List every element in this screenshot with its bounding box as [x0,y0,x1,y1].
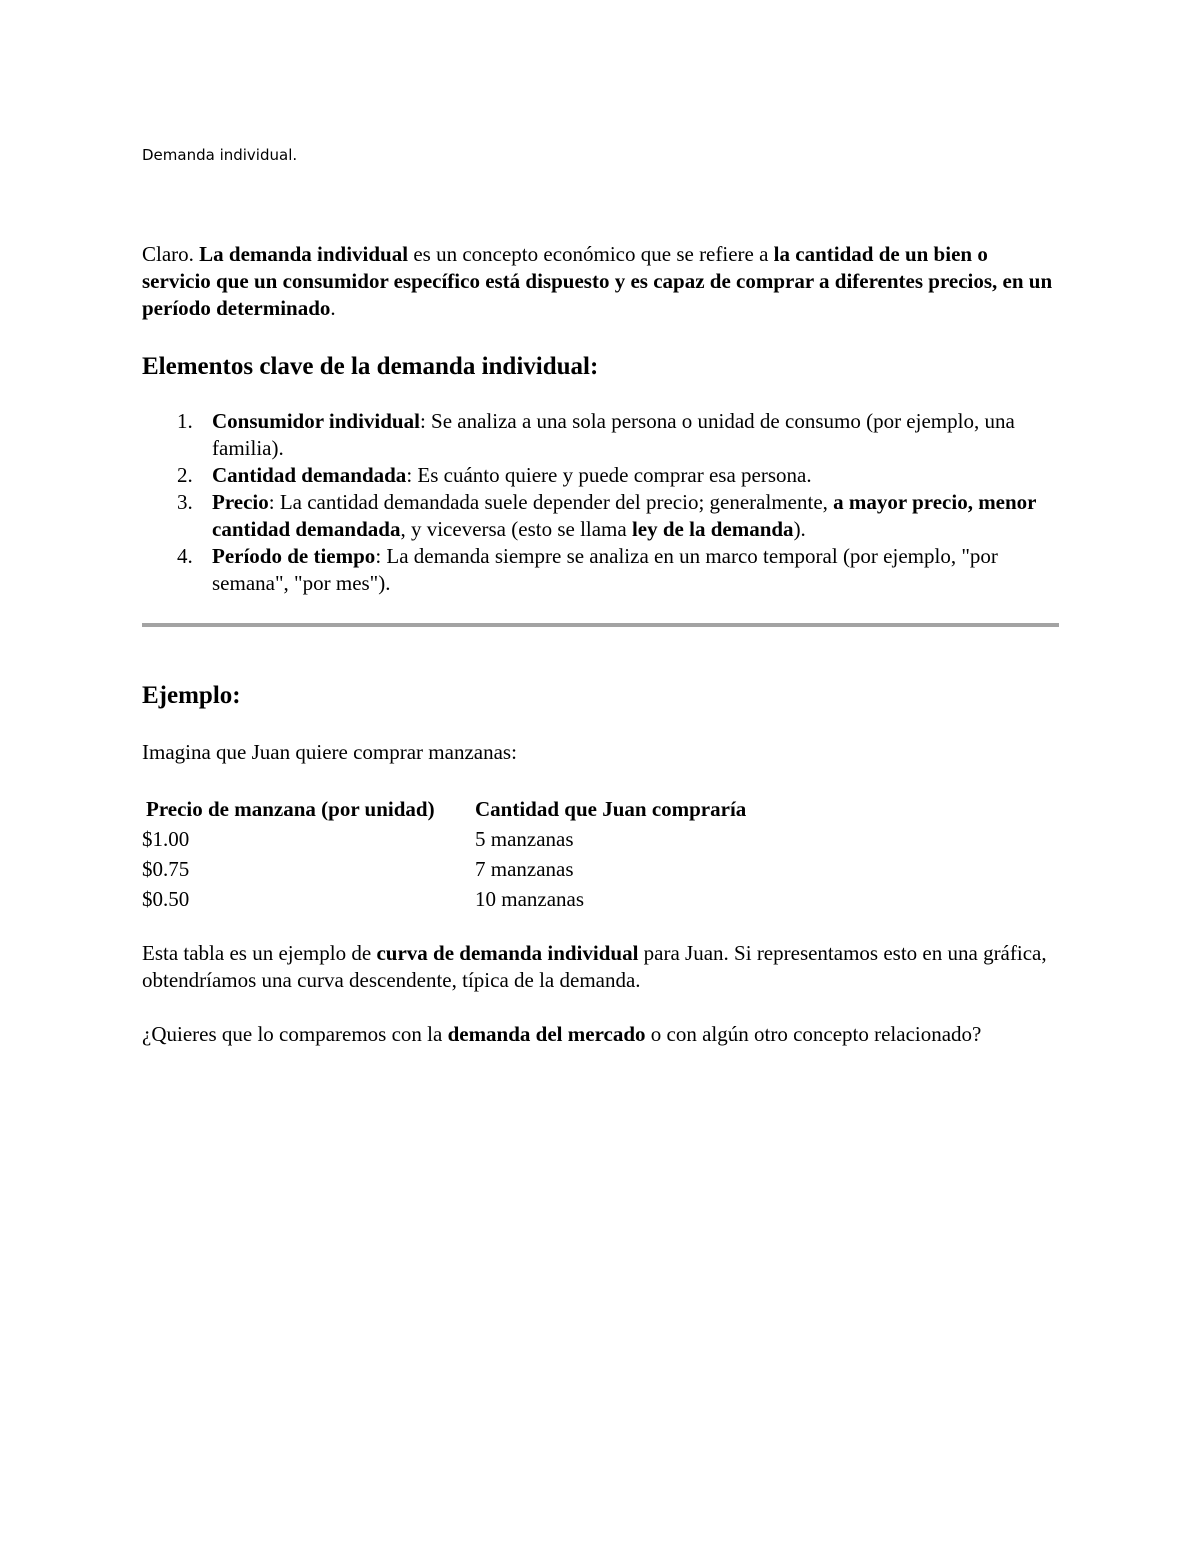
list-bold-phrase: a mayor precio, menor cantidad demandada [212,490,1037,541]
list-number: 3. [177,490,193,514]
list-term: Cantidad demandada [212,463,407,487]
horizontal-rule [142,623,1059,627]
table-desc-text-1: Esta tabla es un ejemplo de [142,941,377,965]
table-header-quantity: Cantidad que Juan compraría [475,797,747,821]
list-text: : La demanda siempre se analiza en un marco temporal (por ejemplo, "por semana", "por mes"). [212,544,998,595]
intro-text-3: . [330,296,336,320]
intro-bold-2: la cantidad de un bien o servicio que un consumidor específico está dispuesto y es capaz de comprar a diferentes precios, en un período determinado [142,242,1053,320]
list-text-end: ). [793,517,806,541]
list-number: 4. [177,544,193,568]
intro-paragraph [142,241,1060,322]
table-desc-text-2: para Juan. Si representamos esto en una gráfica, obtendríamos una curva descendente, típica de la demanda. [142,941,1047,992]
list-text: : Se analiza a una sola persona o unidad de consumo (por ejemplo, una familia). [212,409,1015,460]
example-intro: Imagina que Juan quiere comprar manzanas: [142,740,517,764]
list-number: 2. [177,463,193,487]
table-cell-quantity: 7 manzanas [475,857,574,881]
table-cell-price: $0.50 [142,887,190,911]
table-header-row [142,794,746,824]
table-row [142,884,746,914]
table-row [142,854,746,884]
list-item [142,489,1060,543]
question-text-1: ¿Quieres que lo comparemos con la [142,1022,448,1046]
table-header-price: Precio de manzana (por unidad) [146,797,435,821]
table-cell-price: $1.00 [142,827,190,851]
list-text: : Es cuánto quiere y puede comprar esa persona. [406,463,812,487]
key-elements-list [142,408,1060,597]
intro-text-1: Claro. [142,242,200,266]
list-item [142,543,1060,597]
table-cell-price: $0.75 [142,857,190,881]
table-cell-quantity: 10 manzanas [475,887,585,911]
list-number: 1. [177,409,193,433]
list-term: Precio [212,490,269,514]
list-term: Consumidor individual [212,409,420,433]
list-item [142,408,1060,462]
question-bold: demanda del mercado [447,1022,646,1046]
question-text-2: o con algún otro concepto relacionado? [645,1022,982,1046]
elements-heading: Elementos clave de la demanda individual: [142,353,599,380]
list-bold-law: ley de la demanda [631,517,794,541]
list-term: Período de tiempo [212,544,376,568]
list-text-cont: , y viceversa (esto se llama [400,517,632,541]
example-heading: Ejemplo: [142,682,241,709]
table-desc-bold: curva de demanda individual [376,941,639,965]
list-item [142,462,1060,489]
list-text: : La cantidad demandada suele depender del precio; generalmente, [268,490,834,514]
table-cell-quantity: 5 manzanas [475,827,574,851]
document-title: Demanda individual. [142,146,298,164]
closing-question [142,1021,1060,1048]
intro-text-2: es un concepto económico que se refiere a [408,242,774,266]
table-description [142,940,1060,994]
price-quantity-table [142,794,746,914]
table-row [142,824,746,854]
intro-bold-1: La demanda individual [199,242,409,266]
